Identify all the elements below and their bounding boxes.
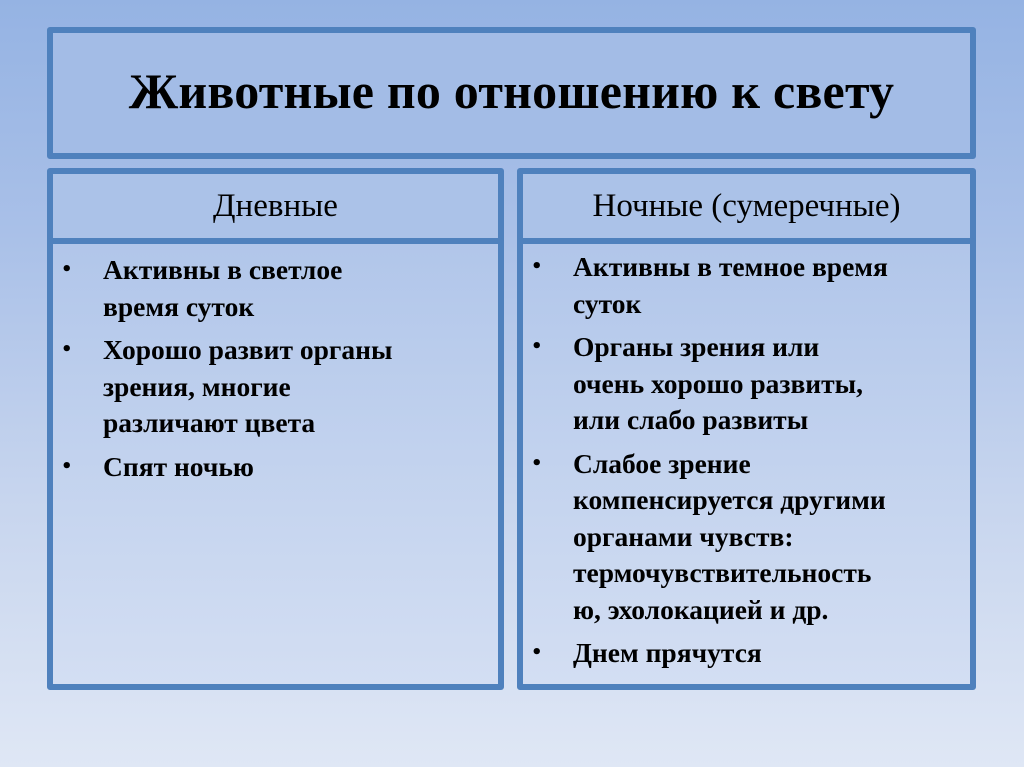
bullet-icon: •	[531, 336, 543, 357]
bullet-icon: •	[61, 455, 73, 477]
bullet-icon: •	[531, 642, 543, 663]
column-heading-nocturnal: Ночные (сумеречные)	[592, 187, 901, 224]
column-header-nocturnal	[517, 168, 976, 244]
list-item: • Активны в темное время суток	[531, 251, 888, 319]
list-item: • Хорошо развит органы зрения, многие различают цвета	[61, 334, 393, 438]
column-heading-diurnal: Дневные	[213, 187, 338, 224]
slide-title: Животные по отношению к свету	[128, 63, 895, 119]
bullet-icon: •	[61, 259, 73, 280]
bullet-list-nocturnal	[527, 249, 970, 679]
bullet-list-diurnal	[57, 252, 498, 492]
bullet-icon: •	[531, 256, 543, 277]
list-item: • Днем прячутся	[527, 635, 970, 672]
column-body-diurnal	[47, 238, 504, 690]
title-box	[47, 27, 976, 159]
bullet-icon: •	[61, 339, 73, 360]
list-item: • Органы зрения или очень хорошо развиты, или слабо развиты	[531, 331, 863, 435]
list-item: • Слабое зрение компенсируется другими органами чувств: термочувствительность ю, эхолокацией и др.	[531, 447, 886, 625]
bullet-icon: •	[531, 452, 543, 474]
list-item: • Активны в светлое время суток	[61, 254, 343, 322]
list-item: • Спят ночью	[57, 449, 498, 486]
column-header-diurnal	[47, 168, 504, 244]
column-body-nocturnal	[517, 238, 976, 690]
